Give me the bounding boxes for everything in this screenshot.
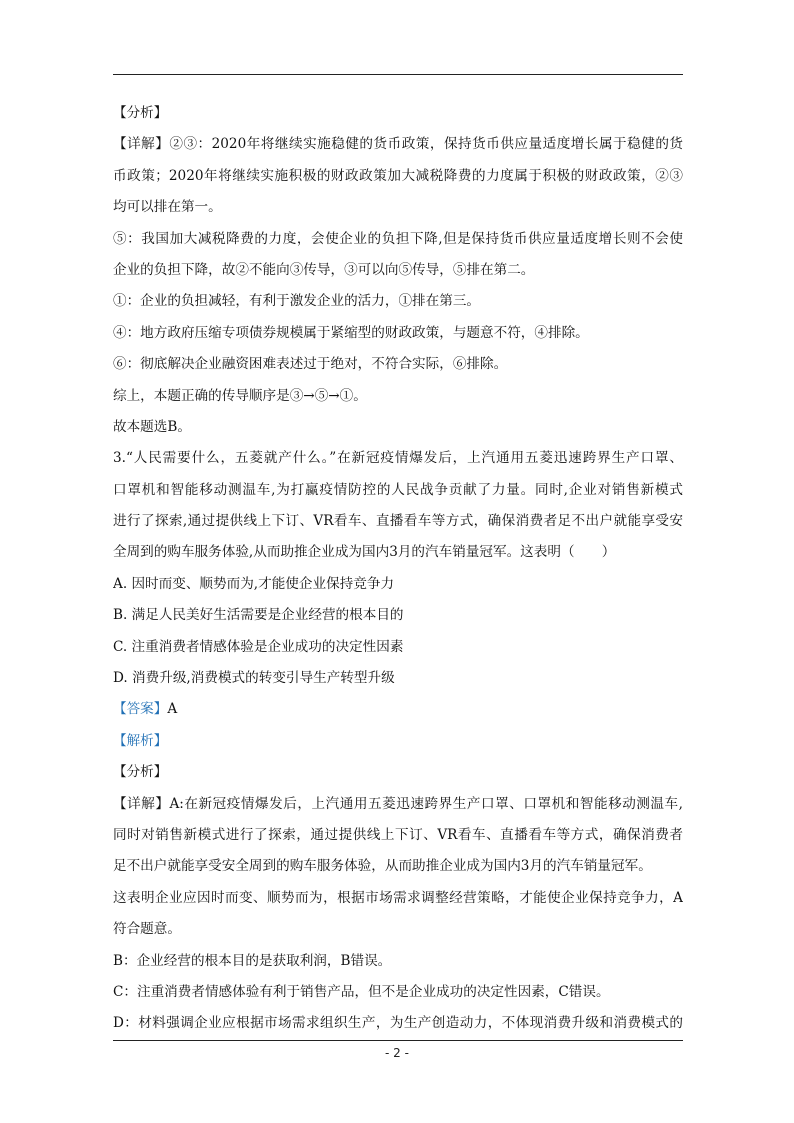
detail-paragraph-line: B：企业经营的根本目的是获取利润，B错误。 <box>113 952 392 969</box>
conclusion-line: 综上，本题正确的传导顺序是③→⑤→①。 <box>113 387 367 404</box>
detail-paragraph-line: C：注重消费者情感体验有利于销售产品，但不是企业成功的决定性因素，C错误。 <box>113 983 610 1000</box>
header-rule <box>113 74 683 75</box>
detail-paragraph-line: ⑥：彻底解决企业融资困难表述过于绝对，不符合实际，⑥排除。 <box>113 356 508 373</box>
detail-paragraph-line: 同时对销售新模式进行了探索，通过提供线上下订、VR看车、直播看车等方式，确保消费者 <box>113 826 683 843</box>
detail-paragraph-line: 这表明企业应因时而变、顺势而为，根据市场需求调整经营策略，才能使企业保持竞争力，A <box>113 889 683 906</box>
answer-line <box>113 694 683 725</box>
option-b: B. 满足人民美好生活需要是企业经营的根本目的 <box>113 607 404 624</box>
answer-value: A <box>167 701 178 718</box>
detail-paragraph-line: ①：企业的负担减轻，有利于激发企业的活力，①排在第三。 <box>113 293 481 310</box>
detail-paragraph-line: ⑤：我国加大减税降费的力度，会使企业的负担下降,但是保持货币供应量适度增长则不会使 <box>113 230 683 247</box>
detail-paragraph-line: D：材料强调企业应根据市场需求组织生产，为生产创造动力，不体现消费升级和消费模式的 <box>113 1015 683 1032</box>
page-number: - 2 - <box>385 1046 409 1060</box>
footer-rule <box>113 1040 683 1041</box>
answer-label: 【答案】 <box>113 701 168 718</box>
detail-paragraph-line: 【详解】A:在新冠疫情爆发后，上汽通用五菱迅速跨界生产口罩、口罩机和智能移动测温车, <box>113 795 683 812</box>
explanation-heading: 【解析】 <box>113 732 168 749</box>
detail-paragraph-line: ④：地方政府压缩专项债券规模属于紧缩型的财政政策，与题意不符，④排除。 <box>113 324 589 341</box>
option-a: A. 因时而变、顺势而为,才能使企业保持竞争力 <box>113 575 395 592</box>
question-3-stem: 进行了探索,通过提供线上下订、VR看车、直播看车等方式，确保消费者足不出户就能享受安 <box>113 513 683 530</box>
analysis-heading: 【分析】 <box>113 764 168 781</box>
detail-paragraph-line: 符合题意。 <box>113 921 181 938</box>
detail-paragraph-line: 均可以排在第一。 <box>113 199 222 216</box>
option-d: D. 消费升级,消费模式的转变引导生产转型升级 <box>113 670 395 687</box>
question-3-stem: 全周到的购车服务体验,从而助推企业成为国内3月的汽车销量冠军。这表明（ ） <box>113 544 616 561</box>
question-3-stem: 口罩机和智能移动测温车,为打赢疫情防控的人民战争贡献了力量。同时,企业对销售新模式 <box>113 481 683 498</box>
detail-paragraph-line: 企业的负担下降，故②不能向③传导，③可以向⑤传导，⑤排在第二。 <box>113 261 535 278</box>
analysis-heading: 【分析】 <box>113 105 168 121</box>
question-3-stem: 3.“人民需要什么，五菱就产什么。”在新冠疫情爆发后，上汽通用五菱迅速跨界生产口罩、 <box>113 450 683 467</box>
choice-line: 故本题选B。 <box>113 418 191 435</box>
detail-paragraph-line: 【详解】②③：2020年将继续实施稳健的货币政策，保持货币供应量适度增长属于稳健的货 <box>113 136 683 153</box>
detail-paragraph-line: 币政策；2020年将继续实施积极的财政政策加大减税降费的力度属于积极的财政政策，②③ <box>113 167 683 184</box>
detail-paragraph-line: 足不出户就能享受安全周到的购车服务体验，从而助推企业成为国内3月的汽车销量冠军。 <box>113 858 652 875</box>
document-body <box>113 98 683 1040</box>
option-c: C. 注重消费者情感体验是企业成功的决定性因素 <box>113 638 404 655</box>
